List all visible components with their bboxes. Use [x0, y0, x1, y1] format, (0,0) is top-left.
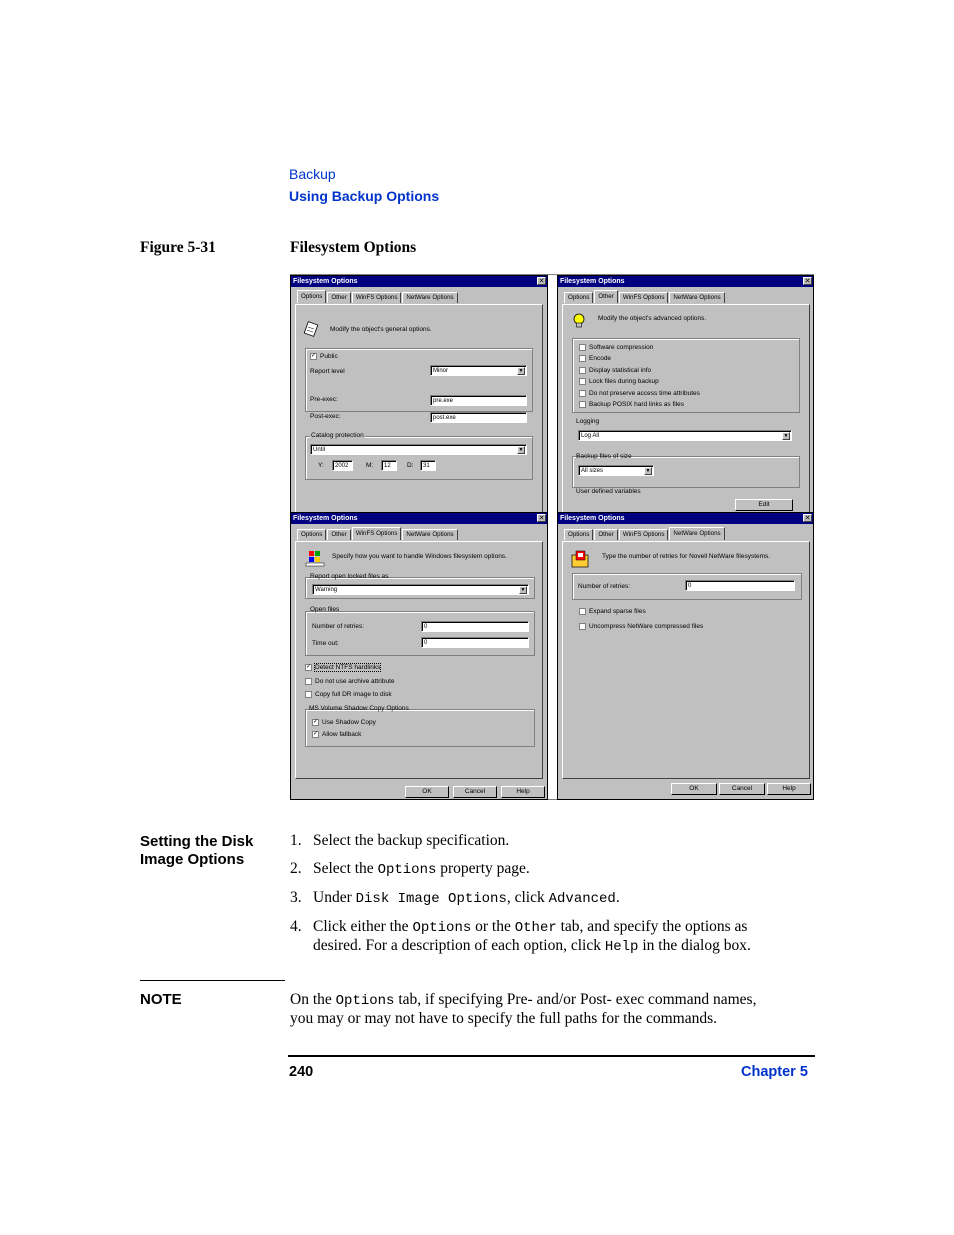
step-1: 1. Select the backup specification.	[290, 832, 510, 849]
report-level-label: Report level	[310, 368, 345, 375]
timeout-label: Time out:	[312, 640, 339, 647]
timeout-input[interactable]: 0	[421, 637, 529, 648]
figure-title: Filesystem Options	[290, 239, 417, 256]
help-button[interactable]: Help	[767, 783, 811, 795]
logging-select[interactable]	[578, 430, 792, 441]
dialog-winfs-tab	[290, 512, 548, 800]
section-heading	[140, 833, 253, 869]
note-label: NOTE	[140, 991, 182, 1008]
tab-other[interactable]: Other	[594, 290, 617, 303]
copy-dr-checkbox[interactable]	[305, 691, 312, 698]
uncompress-checkbox[interactable]	[579, 623, 586, 630]
tab-winfs[interactable]: WinFS Options	[619, 529, 669, 540]
checkbox-label: Display statistical info	[589, 367, 652, 374]
tab-options[interactable]: Options	[297, 529, 326, 540]
catalog-label: Catalog protection	[311, 432, 364, 439]
report-open-value: Warning	[315, 587, 338, 593]
tab-strip	[297, 292, 459, 303]
tab-netware[interactable]: NetWare Options	[669, 527, 724, 540]
tab-netware[interactable]: NetWare Options	[402, 529, 457, 540]
dialog-description: Type the number of retries for Novell NetWare filesystems.	[602, 553, 771, 560]
detect-ntfs-checkbox[interactable]: ✓	[306, 664, 312, 670]
dialog-netware-tab	[557, 512, 814, 800]
posix-hardlinks-checkbox[interactable]	[579, 401, 586, 408]
lightbulb-icon	[571, 312, 587, 330]
cancel-button[interactable]: Cancel	[453, 786, 497, 798]
pre-exec-input[interactable]: pre.exe	[430, 395, 527, 406]
post-exec-input[interactable]: post.exe	[430, 412, 527, 423]
year-label: Y:	[318, 462, 324, 469]
dialog-title: Filesystem Options	[558, 513, 813, 524]
archive-attr-checkbox[interactable]	[305, 678, 312, 685]
ok-button[interactable]: OK	[405, 786, 449, 798]
dialog-title: Filesystem Options	[558, 276, 813, 287]
checkbox-label: Allow fallback	[322, 731, 362, 738]
tab-other[interactable]: Other	[327, 292, 350, 303]
vss-group	[305, 709, 535, 747]
chevron-down-icon[interactable]: ▼	[518, 368, 524, 374]
chevron-down-icon[interactable]: ▼	[645, 468, 651, 474]
month-input[interactable]: 12	[381, 460, 397, 471]
backup-size-select[interactable]	[578, 465, 654, 476]
month-label: M:	[366, 462, 374, 469]
notepad-icon	[303, 321, 319, 337]
retries-input[interactable]: 0	[421, 621, 529, 632]
open-files-group	[305, 611, 535, 656]
close-icon[interactable]: ✕	[804, 515, 811, 522]
footer-rule	[288, 1055, 815, 1057]
logging-label: Logging	[576, 418, 600, 425]
expand-sparse-checkbox[interactable]	[579, 608, 586, 615]
dialog-options-tab	[290, 275, 548, 515]
catalog-value: Until	[313, 447, 326, 453]
chevron-down-icon[interactable]: ▼	[520, 587, 526, 593]
cancel-button[interactable]: Cancel	[719, 783, 765, 795]
open-files-label: Open files	[310, 606, 340, 613]
backup-size-value: All sizes	[581, 468, 604, 474]
retries-label: Number of retries:	[312, 623, 365, 630]
checkbox-label: Encode	[589, 355, 612, 362]
catalog-group	[305, 432, 533, 480]
dialog-title: Filesystem Options	[291, 513, 547, 524]
windows-logo-icon	[305, 549, 325, 567]
breadcrumb-section: Backup	[289, 166, 336, 182]
close-icon[interactable]: ✕	[804, 278, 811, 285]
tab-options[interactable]: Options	[297, 290, 326, 303]
steps-list	[290, 832, 815, 966]
edit-button[interactable]: Edit	[735, 499, 793, 511]
dialog-description: Specify how you want to handle Windows filesystem options.	[332, 553, 507, 560]
preserve-access-checkbox[interactable]	[579, 390, 586, 397]
checkbox-label: Lock files during backup	[589, 378, 659, 385]
software-compression-checkbox[interactable]	[579, 344, 586, 351]
step-4: 4. Click either the Options or the Other tab, and specify the options as desired. For a description of each option, click Help in the dialog box.	[290, 918, 751, 955]
note-text: On the Options tab, if specifying Pre- and/or Post- exec command names, you may or may not have to specify the full paths for the commands.	[290, 991, 757, 1027]
dialog-description: Modify the object's advanced options.	[598, 315, 707, 322]
chevron-down-icon[interactable]: ▼	[783, 433, 789, 439]
step-2: 2. Select the Options property page.	[290, 860, 530, 878]
report-open-label: Report open locked files as	[310, 573, 389, 580]
tab-netware[interactable]: NetWare Options	[669, 292, 724, 303]
report-level-select[interactable]	[430, 365, 527, 376]
tab-winfs[interactable]: WinFS Options	[352, 292, 402, 303]
tab-winfs[interactable]: WinFS Options	[619, 292, 669, 303]
lock-files-checkbox[interactable]	[579, 378, 586, 385]
report-level-value: Minor	[433, 368, 449, 374]
dialog-description: Modify the object's general options.	[330, 326, 432, 333]
checkbox-label: Copy full DR image to disk	[315, 691, 392, 698]
day-input[interactable]: 31	[420, 460, 436, 471]
public-label: Public	[320, 353, 338, 360]
checkbox-label: Software compression	[589, 344, 654, 351]
post-exec-label: Post-exec:	[310, 413, 341, 420]
retries-label: Number of retries:	[578, 583, 631, 590]
step-3: 3. Under Disk Image Options, click Advanced.	[290, 889, 620, 907]
report-open-select[interactable]	[312, 584, 529, 595]
checkbox-label: Expand sparse files	[589, 608, 646, 615]
public-checkbox[interactable]: ✓	[311, 353, 317, 359]
backup-size-label: Backup files of size	[576, 453, 632, 460]
tab-netware[interactable]: NetWare Options	[402, 292, 457, 303]
netware-folder-icon	[571, 550, 589, 568]
checkbox-label: Uncompress NetWare compressed files	[589, 623, 704, 630]
tab-options[interactable]: Options	[564, 292, 593, 303]
vss-label: MS Volume Shadow Copy Options	[309, 705, 409, 712]
user-vars-label: User defined variables	[576, 488, 641, 495]
tab-strip	[564, 292, 726, 303]
chapter-link[interactable]: Chapter 5	[741, 1064, 808, 1080]
logging-value: Log All	[581, 433, 600, 439]
close-icon[interactable]: ✕	[538, 515, 545, 522]
checkbox-label: Do not preserve access time attributes	[589, 390, 700, 397]
encode-checkbox[interactable]	[579, 355, 586, 362]
section-heading-line2: Image Options	[140, 851, 245, 868]
section-heading-line1: Setting the Disk	[140, 833, 254, 850]
breadcrumb-subsection: Using Backup Options	[289, 188, 440, 204]
checkbox-label: Do not use archive attribute	[315, 678, 395, 685]
chevron-down-icon[interactable]: ▼	[518, 447, 524, 453]
retries-input[interactable]: 0	[685, 580, 795, 591]
allow-fallback-checkbox[interactable]: ✓	[313, 731, 319, 737]
catalog-select[interactable]	[310, 444, 527, 455]
checkbox-label: Detect NTFS hardlinks	[315, 664, 381, 671]
tab-other[interactable]: Other	[327, 529, 350, 540]
tab-strip	[564, 529, 726, 540]
display-statistical-checkbox[interactable]	[579, 367, 586, 374]
close-icon[interactable]: ✕	[538, 278, 545, 285]
help-button[interactable]: Help	[501, 786, 545, 798]
use-shadow-copy-checkbox[interactable]: ✓	[313, 719, 319, 725]
note-rule	[140, 980, 285, 981]
tab-other[interactable]: Other	[594, 529, 617, 540]
tab-winfs[interactable]: WinFS Options	[352, 527, 402, 540]
checkbox-label: Backup POSIX hard links as files	[589, 401, 685, 408]
tab-strip	[297, 529, 459, 540]
dialog-title: Filesystem Options	[291, 276, 547, 287]
tab-options[interactable]: Options	[564, 529, 593, 540]
pre-exec-label: Pre-exec:	[310, 396, 338, 403]
page-number: 240	[289, 1064, 314, 1080]
dialog-other-tab	[557, 275, 814, 515]
figure-number: Figure 5-31	[140, 239, 216, 256]
ok-button[interactable]: OK	[671, 783, 717, 795]
year-input[interactable]: 2002	[332, 460, 353, 471]
day-label: D:	[407, 462, 414, 469]
checkbox-label: Use Shadow Copy	[322, 719, 376, 726]
